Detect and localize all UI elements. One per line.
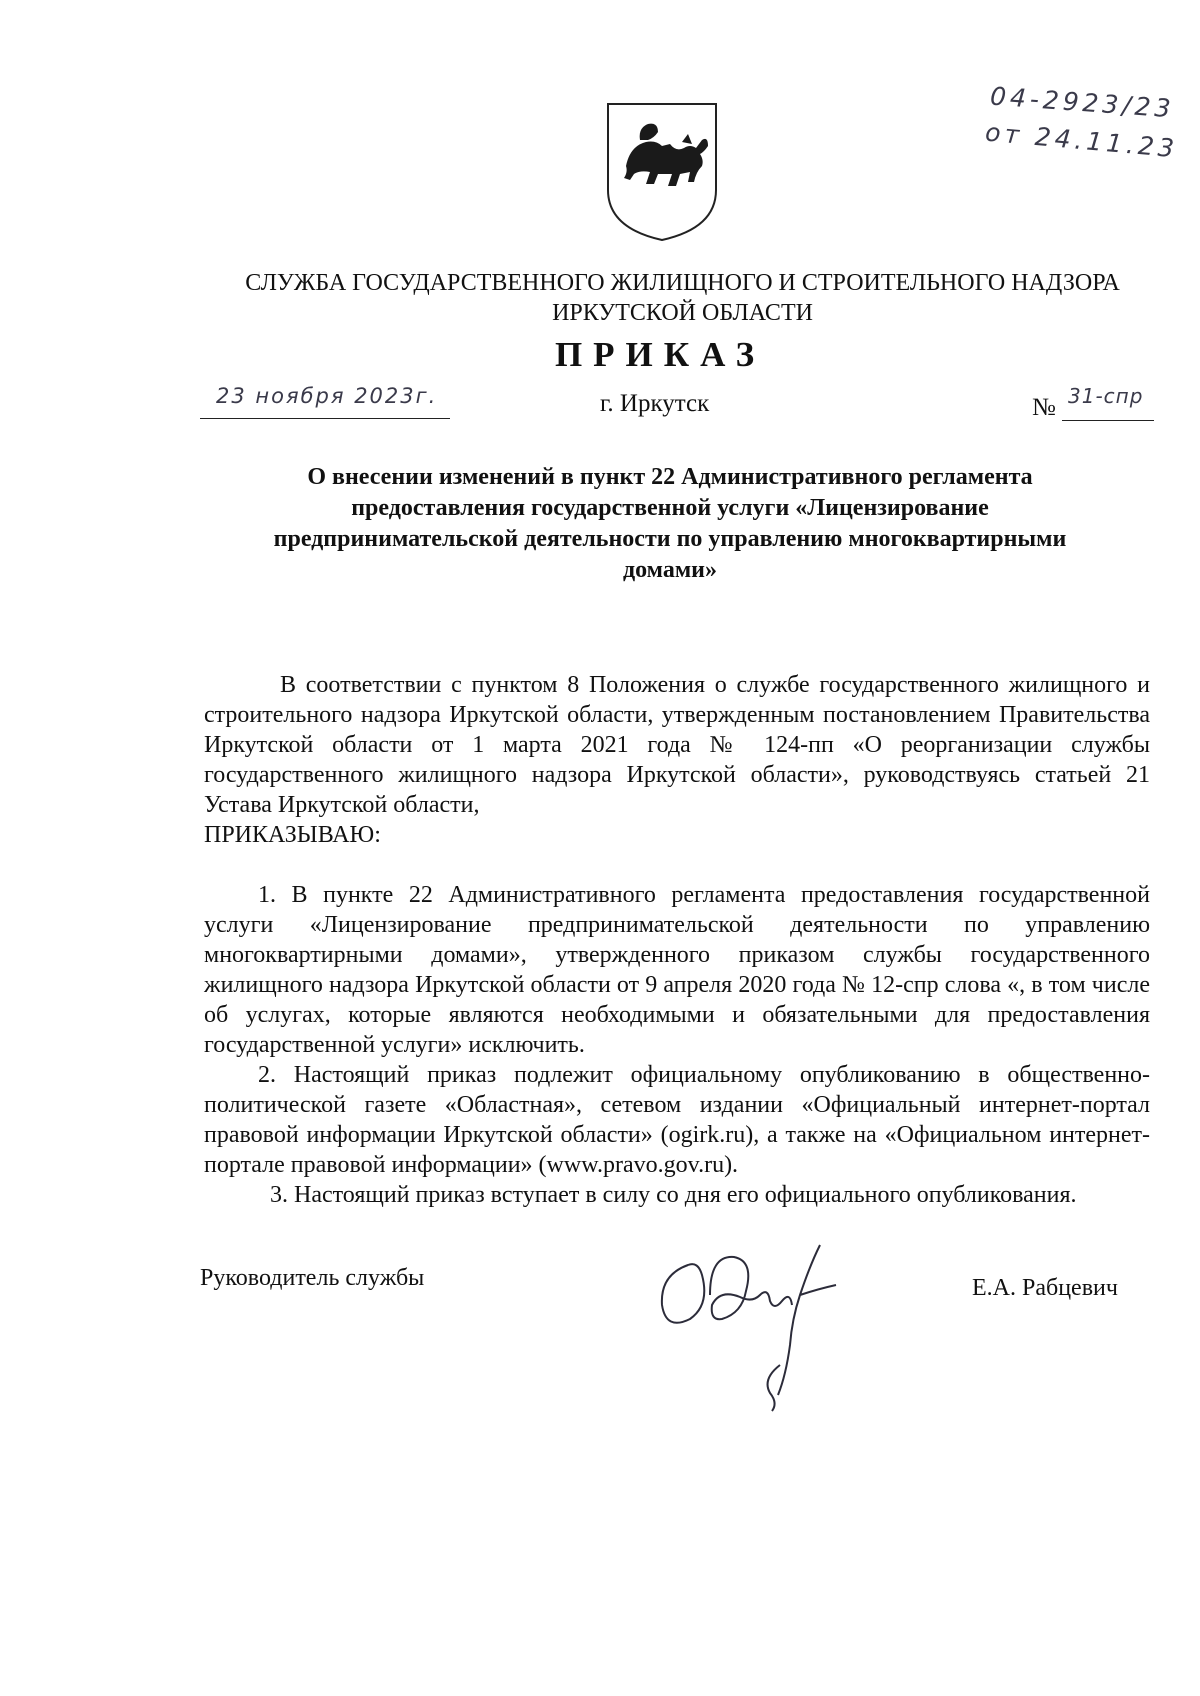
registration-number: 04-2923/23 xyxy=(989,81,1176,124)
subject-line-2: предоставления государственной услуги «Лицензирование xyxy=(351,495,989,521)
preamble-text: В соответствии с пунктом 8 Положения о службе государственного жилищного и строительного надзора Иркутской области, утвержденным постановлением Правительства Иркутской области от 1 марта 2021 года № 124-пп «О реорганизации службы государственного жилищного надзора Иркутской области», руководствуясь статьей 21 Устава Иркутской области, xyxy=(204,672,1150,818)
order-item-1: 1. В пункте 22 Административного регламента предоставления государственной услуги «Лицензирование предпринимательской деятельности по управлению многоквартирными домами», утвержденного приказом службы государственного жилищного надзора Иркутской области от 9 апреля 2020 года № 12-спр слова «, в том числе об услугах, которые являются необходимыми и обязательными для предоставления государственной услуги» исключить. xyxy=(204,882,1150,1058)
subject-line-1: О внесении изменений в пункт 22 Административного регламента xyxy=(307,464,1033,490)
preamble-block xyxy=(204,670,1150,850)
order-word: ПРИКАЗЫВАЮ: xyxy=(204,822,381,848)
document-date-field xyxy=(200,384,450,419)
document-city: г. Иркутск xyxy=(600,390,710,417)
registration-date: от 24.11.23 xyxy=(984,117,1180,164)
agency-name-line2: ИРКУТСКОЙ ОБЛАСТИ xyxy=(552,300,813,326)
document-subject xyxy=(230,462,1110,586)
signer-name: Е.А. Рабцевич xyxy=(972,1275,1118,1301)
irkutsk-coat-of-arms-icon xyxy=(604,100,720,244)
subject-line-3: предпринимательской деятельности по управлению многоквартирными xyxy=(273,526,1067,552)
agency-name-line1: СЛУЖБА ГОСУДАРСТВЕННОГО ЖИЛИЩНОГО И СТРОИТЕЛЬНОГО НАДЗОРА xyxy=(245,270,1120,296)
signer-position: Руководитель службы xyxy=(200,1265,425,1291)
document-number-field xyxy=(1062,384,1154,421)
order-item-3: 3. Настоящий приказ вступает в силу со дня его официального опубликования. xyxy=(270,1182,1077,1208)
subject-line-4: домами» xyxy=(622,557,718,583)
document-title: ПРИКАЗ xyxy=(554,335,766,374)
order-item-2: 2. Настоящий приказ подлежит официальному опубликованию в общественно-политической газете «Областная», сетевом издании «Официальный интернет-портал правовой информации Иркутской области» (ogirk.ru), а также на «Официальном интернет-портале правовой информации» (www.pravo.gov.ru). xyxy=(204,1062,1150,1178)
document-date: 23 ноября 2023г. xyxy=(216,384,438,408)
document-number: 31-спр xyxy=(1068,384,1144,408)
document-number-label: № xyxy=(1032,394,1056,421)
order-items xyxy=(204,880,1150,1210)
handwritten-signature xyxy=(650,1235,870,1415)
